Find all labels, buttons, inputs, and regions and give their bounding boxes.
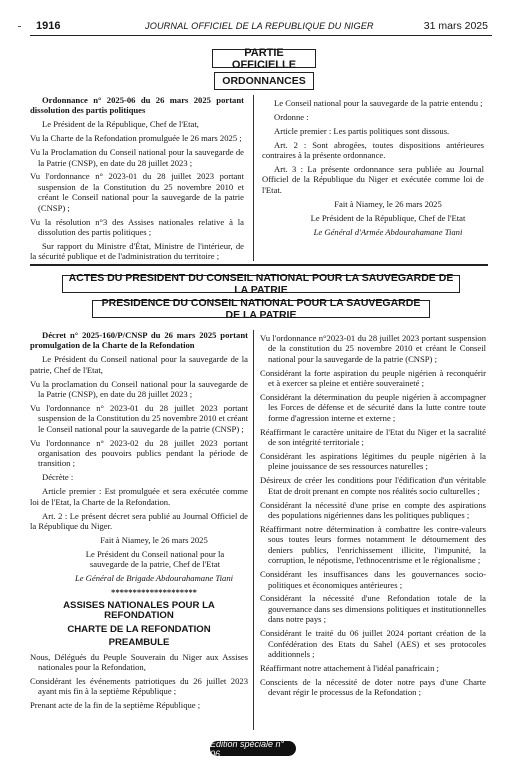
column-divider <box>253 95 254 261</box>
preamble-para: Considérant la nécessité d'une prise en compte des aspirations des populations nigériennes dans les politiques publiques ; <box>260 499 486 521</box>
preamble-para: Nous, Délégués du Peuple Souverain du Niger aux Assises nationales pour la Refondation, <box>30 651 248 672</box>
preamble-heading: PREAMBULE <box>108 637 170 649</box>
ordonnances-label: ORDONNANCES <box>222 75 306 87</box>
ordonnance-right-para: Art. 3 : La présente ordonnance sera publiée au Journal Officiel de la République du Niger et exécutée comme loi de l'Etat. <box>262 164 484 195</box>
actes-label-box <box>62 272 460 296</box>
preamble-para: Considérant la nécessité d'une Refondation totale de la gouvernance dans ses dimensions politiques et institutionnelles dans notre pays ; <box>260 593 486 625</box>
ordonnance-left-para: Vu la Proclamation du Conseil national pour la sauvegarde de la Patrie (CNSP), en date du 28 juillet 2023 ; <box>30 147 244 168</box>
charter-heading: CHARTE DE LA REFONDATION <box>67 623 211 635</box>
ordonnance-right-column <box>262 98 484 240</box>
ordonnance-right-para: Ordonne : <box>274 111 309 122</box>
preamble-para: Réaffirmant notre attachement à l'idéal panafricain ; <box>260 662 439 673</box>
edition-label: Edition spéciale n° 06 <box>210 738 285 759</box>
preamble-para: Considérant les événements patriotiques du 26 juillet 2023 ayant mis fin à la septième République ; <box>30 675 248 697</box>
decret-signatory-title: Le Président du Conseil national pour la sauvegarde de la patrie, Chef de l'Etat <box>85 548 225 570</box>
decret-para: Article premier : Est promulguée et sera exécutée comme loi de l'Etat, la Charte de la Refondation. <box>30 486 248 507</box>
assises-heading: ASSISES NATIONALES POUR LA REFONDATION <box>63 599 215 622</box>
decret-place-date: Fait à Niamey, le 26 mars 2025 <box>100 534 208 545</box>
ordonnance-left-para: Vu l'ordonnance n° 2023-01 du 28 juillet 2023 portant suspension de la Constitution du 25 novembre 2010 et créant le Conseil national pour la sauvegarde de la patrie (CNSP) ; <box>30 171 244 213</box>
page-number: 1916 <box>36 20 61 32</box>
preamble-para: Désireux de créer les conditions pour l'édification d'un véritable Etat de droit prenant en compte nos réalités socio culturelles ; <box>260 475 486 496</box>
column-divider <box>253 330 254 730</box>
page-header <box>30 20 492 36</box>
decret-left-column <box>30 330 248 714</box>
preamble-para: Réaffirmant notre détermination à combattre les contre-valeurs sous toutes leurs formes notamment le détournement des deniers publics, l'enrichissement illicite, l'impunité, la corruption, le népotisme, l'ethnocentrisme et le régionalisme ; <box>260 524 486 566</box>
decret-para: Le Président du Conseil national pour la sauvegarde de la patrie, Chef de l'Etat, <box>30 354 248 375</box>
section-label-box <box>212 46 316 71</box>
preamble-para: Prenant acte de la fin de la septième République ; <box>30 700 201 711</box>
decret-para: Vu l'ordonnance n° 2023-01 du 28 juillet 2023 portant suspension de la Constitution du 25 novembre 2010 et créant le Conseil national pour la sauvegarde de la patrie (CNSP) ; <box>30 402 248 434</box>
decret-title: Décret n° 2025-160/P/CNSP du 26 mars 2025 portant promulgation de la Charte de la Refondation <box>30 330 248 351</box>
ordonnance-left-para: Le Président de la République, Chef de l'Etat, <box>42 119 199 130</box>
preamble-para: Considérant les insuffisances dans les gouvernances socio-politiques et économiques antérieures ; <box>260 569 486 590</box>
preamble-para: Conscients de la nécessité de doter notre pays d'une Charte devant régir le processus de la Refondation ; <box>260 676 486 698</box>
preamble-para: Considérant la forte aspiration du peuple nigérien à reconquérir et à exercer sa pleine et entière souveraineté ; <box>260 367 486 389</box>
ordonnance-left-para: Sur rapport du Ministre d'État, Ministre de l'intérieur, de la sécurité publique et de l'administration du territoire ; <box>30 240 244 262</box>
preamble-para: Vu l'ordonnance n°2023-01 du 28 juillet 2023 portant suspension de la constitution du 25 novembre 2010 et créant le Conseil national pour la sauvegarde de la patrie (CNSP) ; <box>260 333 486 364</box>
ordonnance-place-date: Fait à Niamey, le 26 mars 2025 <box>334 198 442 209</box>
ordonnance-signatory-title: Le Président de la République, Chef de l'Etat <box>310 212 466 223</box>
decret-signatory-name: Le Général de Brigade Abdourahamane Tiani <box>74 573 234 584</box>
actes-label: ACTES DU PRESIDENT DU CONSEIL NATIONAL POUR LA SAUVEGARDE DE LA PATRIE <box>68 272 454 296</box>
preamble-right-column <box>260 333 486 701</box>
decret-para: Art. 2 : Le présent décret sera publié au Journal Officiel de la République du Niger. <box>30 510 248 531</box>
preamble-para: Considérant les aspirations légitimes du peuple nigérien à la pleine jouissance de ses ressources naturelles ; <box>260 451 486 472</box>
ordonnance-left-para: Vu la Charte de la Refondation promulguée le 26 mars 2025 ; <box>30 133 242 144</box>
ordonnance-right-para: Article premier : Les partis politiques sont dissous. <box>274 125 450 136</box>
decret-para: Vu la proclamation du Conseil national pour la sauvegarde de la Patrie (CNSP), en date du 28 juillet 2023 ; <box>30 378 248 400</box>
preamble-para: Réaffirmant le caractère unitaire de l'Etat du Niger et la sacralité de son intégrité territoriale ; <box>260 426 486 448</box>
presidence-label-box <box>92 297 430 321</box>
ordonnance-left-column <box>30 95 244 265</box>
ordonnance-signatory-name: Le Général d'Armée Abdourahamane Tiani <box>313 226 463 237</box>
decret-para: Décrète : <box>42 472 74 483</box>
preamble-para: Considérant la détermination du peuple nigérien à accompagner les Forces de défense et de sécurité dans la lutte contre toute forme d'agression interne et externe ; <box>260 392 486 423</box>
ordonnances-label-box <box>214 72 314 90</box>
ordonnance-right-para: Art. 2 : Sont abrogées, toutes dispositions antérieures contraires à la présente ordonnance. <box>262 139 484 161</box>
presidence-label: PRESIDENCE DU CONSEIL NATIONAL POUR LA SAUVEGARDE DE LA PATRIE <box>101 297 421 321</box>
issue-date: 31 mars 2025 <box>423 20 488 32</box>
journal-title: JOURNAL OFFICIEL DE LA REPUBLIQUE DU NIGER <box>145 21 374 31</box>
ordonnance-title: Ordonnance n° 2025-06 du 26 mars 2025 portant dissolution des partis politiques <box>30 95 244 116</box>
section-label: PARTIE OFFICIELLE <box>231 46 297 71</box>
margin-mark <box>18 26 21 27</box>
decret-separator: ******************** <box>111 587 197 598</box>
preamble-para: Considérant le traité du 06 juillet 2024 portant création de la Confédération des Etats du Sahel (AES) et ses protocoles additionnels ; <box>260 628 486 659</box>
ordonnance-right-para: Le Conseil national pour la sauvegarde de la patrie entendu ; <box>274 98 483 108</box>
ordonnance-left-para: Vu la résolution n°3 des Assises nationales relative à la dissolution des partis politiques ; <box>30 216 244 237</box>
edition-badge <box>210 738 296 759</box>
decret-para: Vu l'ordonnance n° 2023-02 du 28 juillet 2023 portant organisation des pouvoirs publics pendant la période de transition ; <box>30 437 248 469</box>
section-divider <box>30 264 488 266</box>
